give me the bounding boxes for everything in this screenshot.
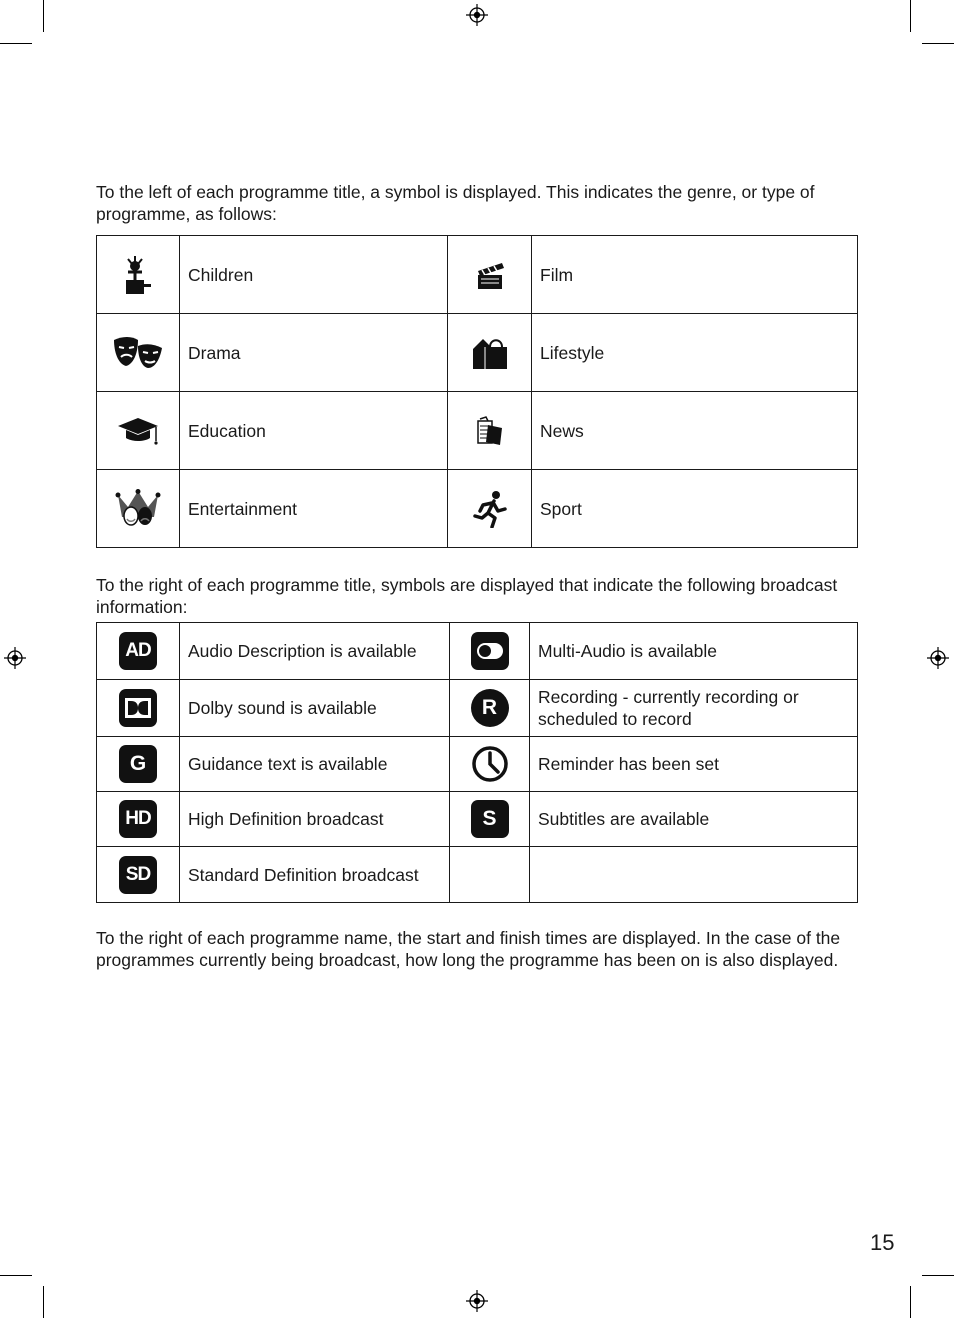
page-number: 15 <box>870 1230 895 1255</box>
crop-mark <box>922 1275 954 1276</box>
broadcast-label: Dolby sound is available <box>180 680 450 737</box>
empty-cell <box>450 847 530 903</box>
empty-cell <box>530 847 858 903</box>
table-row <box>97 392 858 470</box>
registration-mark-icon <box>466 1290 488 1312</box>
entertainment-jester-masks-icon <box>114 489 162 529</box>
broadcast-label: Guidance text is available <box>180 737 450 792</box>
crop-mark <box>0 1275 32 1276</box>
education-mortarboard-icon <box>116 414 160 448</box>
broadcast-label: Standard Definition broadcast <box>180 847 450 903</box>
genre-label: Film <box>532 236 858 314</box>
dolby-icon <box>119 689 157 727</box>
crop-mark <box>922 43 954 44</box>
genre-label: Drama <box>180 314 448 392</box>
lifestyle-shopping-bags-icon <box>470 335 510 371</box>
table-row <box>97 314 858 392</box>
table-row <box>97 847 858 903</box>
crop-mark <box>910 0 911 32</box>
genre-label: Education <box>180 392 448 470</box>
genre-label: Lifestyle <box>532 314 858 392</box>
registration-mark-icon <box>927 647 949 669</box>
broadcast-label: Subtitles are available <box>530 792 858 847</box>
genre-intro-text: To the left of each programme title, a symbol is displayed. This indicates the genre, or type of programme, as follows: <box>96 182 815 224</box>
genre-label: Entertainment <box>180 470 448 548</box>
broadcast-intro-text: To the right of each programme title, symbols are displayed that indicate the following broadcast information: <box>96 575 838 617</box>
subtitles-icon: S <box>471 800 509 838</box>
crop-mark <box>0 43 32 44</box>
film-clapperboard-icon <box>472 257 508 293</box>
broadcast-table <box>96 622 858 903</box>
children-jack-in-box-icon <box>120 254 156 296</box>
broadcast-label: High Definition broadcast <box>180 792 450 847</box>
multi-audio-icon <box>471 632 509 670</box>
genre-table <box>96 235 858 548</box>
registration-mark-icon <box>4 647 26 669</box>
high-definition-icon: HD <box>119 800 157 838</box>
genre-label: News <box>532 392 858 470</box>
table-row <box>97 680 858 737</box>
crop-mark <box>43 1286 44 1318</box>
crop-mark <box>43 0 44 32</box>
crop-mark <box>910 1286 911 1318</box>
broadcast-label: Recording - currently recording or scheduled to record <box>530 680 858 737</box>
genre-label: Sport <box>532 470 858 548</box>
sport-runner-icon <box>472 490 508 528</box>
audio-description-icon: AD <box>119 632 157 670</box>
guidance-icon: G <box>119 745 157 783</box>
table-row <box>97 792 858 847</box>
recording-icon: R <box>471 689 509 727</box>
times-description-text: To the right of each programme name, the start and finish times are displayed. In the case of the programmes currently being broadcast, how long the programme has been on is also displayed. <box>96 928 841 970</box>
genre-label: Children <box>180 236 448 314</box>
drama-masks-icon <box>112 336 164 370</box>
table-row <box>97 236 858 314</box>
broadcast-label: Multi-Audio is available <box>530 623 858 680</box>
broadcast-label: Reminder has been set <box>530 737 858 792</box>
news-newspaper-icon <box>472 413 508 449</box>
table-row <box>97 737 858 792</box>
reminder-clock-icon <box>471 745 509 783</box>
standard-definition-icon: SD <box>119 856 157 894</box>
broadcast-label: Audio Description is available <box>180 623 450 680</box>
table-row <box>97 623 858 680</box>
registration-mark-icon <box>466 4 488 26</box>
table-row <box>97 470 858 548</box>
